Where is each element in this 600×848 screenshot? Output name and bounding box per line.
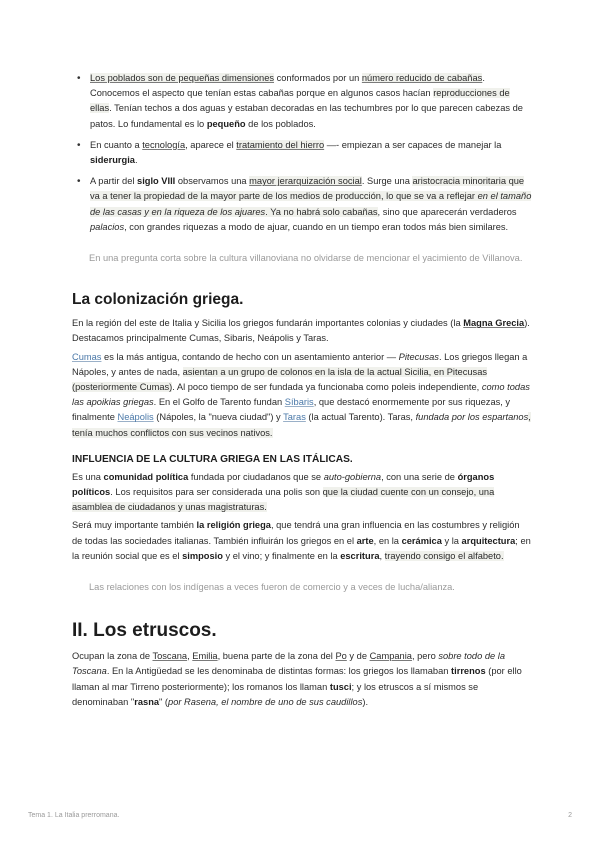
chapter-heading: II. Los etruscos.: [72, 620, 217, 642]
villanova-bullet-list: [72, 71, 532, 235]
bold-text: pequeño: [206, 118, 246, 129]
paragraph: [72, 470, 532, 516]
study-note: En una pregunta corta sobre la cultura villanoviana no olvidarse de mencionar el yacimiento de Villanova.: [89, 253, 523, 264]
link-sibaris[interactable]: Síbaris: [284, 397, 314, 408]
subheading: INFLUENCIA DE LA CULTURA GRIEGA EN LAS ITÁLICAS.: [72, 453, 353, 465]
text-run: (la actual Tarento). Taras,: [305, 412, 416, 423]
text-run: —- empiezan a ser capaces de manejar la: [324, 139, 502, 150]
text-run: . Los griegos llegan a Nápoles, y antes de nada,: [72, 351, 528, 377]
paragraph: [72, 518, 532, 564]
page-content: [72, 71, 532, 713]
bold-text: arte: [356, 535, 374, 546]
text-run: conformados por un: [274, 73, 362, 83]
bold-text: la religión griega: [196, 520, 271, 531]
link-cumas[interactable]: Cumas: [72, 351, 102, 362]
text-run: ; y los etruscos a sí mismos se denominaban ": [72, 681, 479, 707]
text-run: y el vino; y finalmente en la: [222, 550, 341, 561]
italic-text: sobre todo de la Toscana: [72, 651, 506, 677]
text-run: En cuanto a: [90, 139, 143, 150]
text-highlight: trayendo consigo el alfabeto.: [384, 550, 504, 561]
text-run: . Al poco tiempo de ser fundada ya funcionaba como poleis independiente,: [172, 382, 482, 393]
text-run: , con grandes riquezas a modo de ajuar, cuando en un tiempo eran todos más bien similares.: [124, 221, 509, 232]
bold-text: simposio: [182, 550, 223, 561]
page-number: 2: [568, 812, 572, 819]
text-highlight: que la ciudad cuente con un consejo, una asamblea de ciudadanos y unas magistraturas.: [72, 487, 495, 513]
text-highlight: número reducido de cabañas: [361, 73, 483, 83]
underlined-text: Campania: [369, 651, 412, 662]
text-highlight: asientan a un grupo de colonos en la isla de la actual Sicilia, en Pitecusas (posteriormente Cumas): [72, 366, 488, 393]
bold-text: escritura: [340, 550, 380, 561]
underlined-text: Po: [335, 651, 347, 662]
italic-text: palacios: [90, 221, 125, 232]
link-taras[interactable]: Taras: [283, 412, 306, 423]
list-item: [90, 138, 532, 168]
list-item: [90, 174, 532, 235]
text-run: ).: [362, 696, 369, 707]
bold-text: cerámica: [401, 535, 442, 546]
bold-text: siglo VIII: [137, 176, 176, 187]
text-run: . Conocemos el aspecto que tenían estas cabañas porque en algunos casos hacían: [90, 73, 485, 99]
paragraph: [72, 316, 532, 346]
text-run: ,: [379, 550, 385, 561]
text-run: , pero: [411, 651, 439, 662]
text-run: ,: [187, 651, 193, 662]
text-highlight: Los poblados son de pequeñas dimensiones: [90, 73, 275, 83]
text-run: En la región del este de Italia y Sicilia los griegos fundarán importantes colonias y ciudades (la: [72, 318, 464, 329]
text-run: , en la: [373, 535, 402, 546]
italic-text: auto-gobierna: [323, 471, 382, 482]
text-run: , buena parte de la zona del: [217, 651, 336, 662]
bold-text: siderurgia: [90, 155, 135, 166]
text-run: A partir del: [90, 176, 138, 187]
section-heading: La colonización griega.: [72, 291, 244, 309]
bold-text: tusci: [329, 681, 352, 692]
text-run: (Nápoles, la "nueva ciudad") y: [153, 412, 284, 423]
text-highlight: reproducciones de ellas: [90, 88, 510, 114]
underlined-text: tecnología: [142, 139, 186, 150]
italic-text: Pitecusas: [398, 351, 439, 362]
text-run: de los poblados.: [245, 118, 316, 129]
bold-text: tirrenos: [451, 666, 486, 677]
text-run: , con una serie de: [381, 471, 458, 482]
study-note: Las relaciones con los indígenas a veces fueron de comercio y a veces de lucha/alianza.: [89, 582, 455, 593]
text-run: . Tenían techos a dos aguas y estaban decoradas en las techumbres por lo que parecen cabezas de patos. Lo fundamental es lo: [90, 103, 523, 129]
text-run: y de: [346, 651, 370, 662]
bold-text: Magna Grecia: [463, 318, 525, 329]
text-run: " (: [159, 696, 169, 707]
text-highlight: tratamiento del hierro: [236, 139, 325, 150]
bold-text: comunidad política: [103, 471, 189, 482]
footer-title: Tema 1. La Italia prerromana.: [28, 812, 120, 819]
text-run: (por ello llaman al mar Tirreno posteriormente); los romanos los llaman: [72, 666, 522, 692]
text-run: y la: [441, 535, 462, 546]
list-item: [90, 71, 532, 132]
text-run: ; en la reunión social que es el: [72, 535, 531, 561]
text-run: fundada por ciudadanos que se: [188, 471, 324, 482]
underlined-text: Toscana: [152, 651, 188, 662]
text-highlight: , tenía muchos conflictos con sus vecinos nativos.: [72, 412, 531, 438]
text-run: Será muy importante también: [72, 520, 197, 531]
bold-text: rasna: [134, 696, 160, 707]
page-footer: [28, 812, 572, 819]
link-neapolis[interactable]: Neápolis: [117, 412, 154, 423]
text-run: es la más antigua, contando de hecho con un asentamiento anterior —: [101, 351, 399, 362]
bold-text: arquitectura: [461, 535, 516, 546]
text-run: , sino que aparecerán verdaderos: [377, 206, 517, 217]
text-run: , que tendrá una gran influencia en las costumbres y religión de todas las sociedades italianas. También influirán los griegos en el: [72, 520, 520, 546]
text-highlight: . Ya no habrá solo cabañas: [265, 206, 378, 217]
italic-text: por Rasena, el nombre de uno de sus caudillos: [168, 696, 363, 707]
text-run: Ocupan la zona de: [72, 651, 153, 662]
paragraph: [72, 350, 532, 441]
text-highlight: aristocracia minoritaria que va a tener la propiedad de la mayor parte de los medios de producción, lo que se va a reflejar: [90, 176, 525, 202]
text-highlight: mayor jerarquización social: [249, 176, 362, 187]
bold-text: órganos políticos: [72, 471, 495, 498]
italic-text: como todas las apoikias griegas: [72, 382, 530, 408]
italic-text: en el tamaño de las casas y en la riqueza de los ajuares: [90, 191, 532, 217]
text-run: . En la Antigüedad se les denominaba de distintas formas: los griegos los llamaban: [106, 666, 452, 677]
underlined-text: Emilia: [192, 651, 218, 662]
text-run: , aparece el: [185, 139, 237, 150]
text-run: Es una: [72, 471, 104, 482]
italic-text: fundada por los espartanos: [415, 412, 529, 423]
text-run: , que destacó enormemente por sus riquezas, y finalmente: [72, 397, 511, 423]
text-run: observamos una: [175, 176, 250, 187]
text-run: . Surge una: [361, 176, 413, 187]
text-run: .: [134, 155, 138, 166]
text-run: . Los requisitos para ser considerada una polis son: [110, 487, 323, 498]
paragraph: [72, 649, 532, 710]
text-run: ). Destacamos principalmente Cumas, Sibaris, Neápolis y Taras.: [72, 318, 530, 344]
text-run: . En el Golfo de Tarento fundan: [153, 397, 285, 408]
